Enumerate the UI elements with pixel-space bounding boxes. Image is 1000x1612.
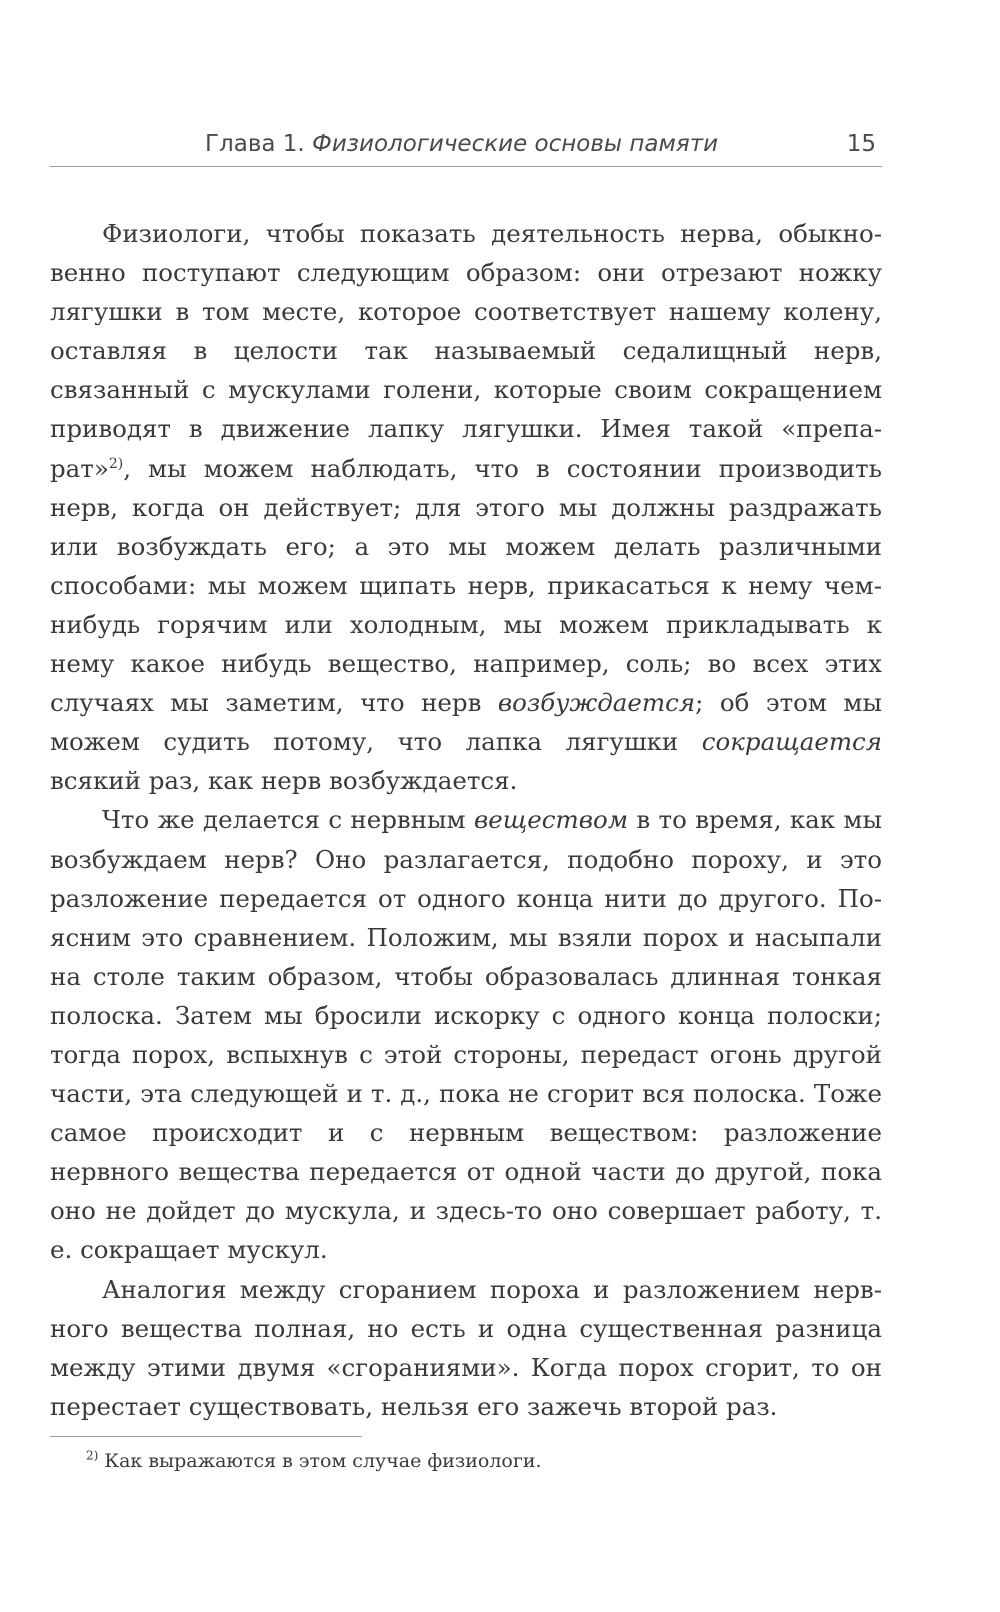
emphasis-substance: веществом bbox=[473, 805, 629, 835]
chapter-title bbox=[205, 131, 718, 157]
paragraph-1-text-b: , мы можем наблюдать, что в состоянии производить нерв, когда он действует; для этого мы должны раздражать или возбуждать его; а это мы можем делать различными способами: мы можем щипать нерв, прикасаться к нему чем-нибудь горячим или холодным, мы можем прикладывать к нему какое нибудь вещество, например, соль; во всех этих случаях мы заметим, что нерв bbox=[50, 453, 882, 718]
page-number: 15 bbox=[846, 131, 876, 157]
footnote-divider bbox=[50, 1436, 362, 1437]
emphasis-contracts: сокращается bbox=[701, 727, 882, 757]
emphasis-excited: возбуждается bbox=[497, 688, 696, 718]
running-header bbox=[50, 127, 882, 167]
body-text bbox=[50, 214, 882, 1426]
paragraph-3: Аналогия между сгоранием пороха и разложением нервного вещества полная, но есть и одна существенная разница между этими двумя «сгораниями». Когда порох сгорит, то он перестает существовать, нельзя его зажечь второй раз. bbox=[50, 1274, 882, 1421]
footnote-reference: 2) bbox=[108, 455, 124, 472]
paragraph-2 bbox=[50, 800, 882, 1269]
footnote bbox=[86, 1448, 542, 1474]
footnote-text: Как выражаются в этом случае физиологи. bbox=[104, 1450, 542, 1472]
paragraph-1-text-d: всякий раз, как нерв возбуждается. bbox=[50, 766, 518, 796]
paragraph-2-text-a: Что же делается с нервным bbox=[102, 805, 474, 835]
header-divider bbox=[50, 166, 882, 167]
paragraph-1 bbox=[50, 214, 882, 800]
paragraph-2-text-b: в то время, как мы возбуждаем нерв? Оно разлагается, подобно пороху, и это разложение передается от одного конца нити до другого. Поясним это сравнением. Положим, мы взяли порох и насыпали на столе таким образом, чтобы образовалась длинная тонкая полоска. Затем мы бросили искорку с одного конца полоски; тогда порох, вспыхнув с этой стороны, передаст огонь другой части, эта следующей и т. д., пока не сгорит вся полоска. Тоже самое происходит и с нервным веществом: разложение нервного вещества передается от одной части до другой, пока оно не дойдет до мускула, и здесь-то оно совершает работу, т. е. сокращает мускул. bbox=[50, 805, 882, 1265]
footnote-marker: 2) bbox=[86, 1448, 99, 1463]
paragraph-1-text-a: Физиологи, чтобы показать деятельность нерва, обыкновенно поступают следующим образом: они отрезают ножку лягушки в том месте, которое соответствует нашему колену, оставляя в целости так называемый седалищный нерв, связанный с мускулами голени, которые своим сокращением приводят в движение лапку лягушки. Имея такой «препарат» bbox=[50, 219, 882, 483]
paragraph-1-text-c: ; об этом мы можем судить потому, что лапка лягушки bbox=[50, 688, 882, 757]
chapter-subtitle: Физиологические основы памяти bbox=[312, 131, 719, 157]
chapter-label: Глава 1. bbox=[205, 131, 305, 157]
